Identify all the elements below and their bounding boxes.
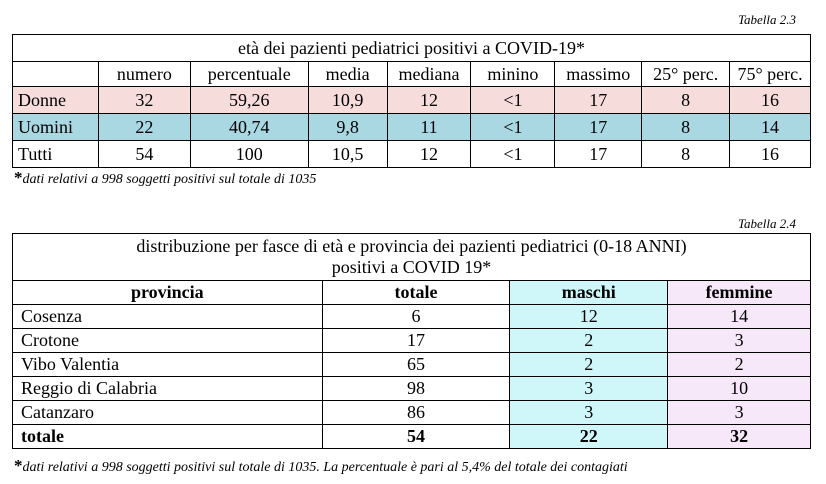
table-row [13,401,811,425]
age-table-title: età dei pazienti pediatrici positivi a COVID-19* [13,35,811,62]
footnote-star: * [14,168,23,187]
province-name: Cosenza [13,305,323,329]
table-row [13,329,811,353]
cell: 8 [642,87,730,114]
title-line-2: positivi a COVID 19* [331,257,492,277]
cell-femmine: 2 [668,353,811,377]
header-totale: totale [322,281,510,305]
total-row [13,425,811,449]
cell-totale: 98 [322,377,510,401]
total-totale: 54 [322,425,510,449]
cell: 16 [730,87,811,114]
province-table-title [13,234,811,281]
cell: 32 [98,87,190,114]
cell: <1 [471,141,555,168]
header-cell: minino [471,62,555,87]
header-cell: numero [98,62,190,87]
total-maschi: 22 [510,425,668,449]
cell-totale: 65 [322,353,510,377]
header-cell: percentuale [190,62,308,87]
cell: 10,9 [308,87,387,114]
row-label: Tutti [13,141,99,168]
table2-caption: Tabella 2.4 [737,216,796,231]
footnote-star: * [14,456,23,475]
table1-footnote [14,168,316,188]
province-name: Catanzaro [13,401,323,425]
header-maschi: maschi [510,281,668,305]
total-label: totale [13,425,323,449]
header-cell: media [308,62,387,87]
table2-footnote [14,456,628,476]
table-row [13,114,811,141]
cell: 12 [387,87,471,114]
cell-maschi: 12 [510,305,668,329]
cell-femmine: 3 [668,329,811,353]
cell: 9,8 [308,114,387,141]
cell-maschi: 2 [510,329,668,353]
footnote-text: dati relativi a 998 soggetti positivi sul totale di 1035 [22,172,317,187]
footnote-text: dati relativi a 998 soggetti positivi sul totale di 1035. La percentuale è pari al 5,4% del totale dei contagiati [22,460,628,475]
province-table-header [13,281,811,305]
cell: <1 [471,87,555,114]
province-name: Vibo Valentia [13,353,323,377]
row-label: Donne [13,87,99,114]
cell: 40,74 [190,114,308,141]
cell: 17 [555,87,642,114]
header-provincia: provincia [13,281,323,305]
cell: 14 [730,114,811,141]
cell: 22 [98,114,190,141]
cell-totale: 6 [322,305,510,329]
table-row [13,87,811,114]
row-label: Uomini [13,114,99,141]
province-name: Reggio di Calabria [13,377,323,401]
cell-totale: 17 [322,329,510,353]
header-cell: 75° perc. [730,62,811,87]
cell: 54 [98,141,190,168]
cell: 100 [190,141,308,168]
table-row [13,305,811,329]
cell-femmine: 10 [668,377,811,401]
header-cell [13,62,99,87]
cell: 12 [387,141,471,168]
table1-caption: Tabella 2.3 [737,12,796,27]
header-cell: mediana [387,62,471,87]
header-femmine: femmine [668,281,811,305]
header-cell: massimo [555,62,642,87]
age-table [12,34,811,168]
cell: 16 [730,141,811,168]
cell: 8 [642,114,730,141]
province-table [12,233,811,449]
cell: 8 [642,141,730,168]
table-row [13,141,811,168]
cell: 17 [555,141,642,168]
cell: 59,26 [190,87,308,114]
cell-femmine: 14 [668,305,811,329]
age-table-header [13,62,811,87]
total-femmine: 32 [668,425,811,449]
cell: 10,5 [308,141,387,168]
header-cell: 25° perc. [642,62,730,87]
province-name: Crotone [13,329,323,353]
cell-femmine: 3 [668,401,811,425]
cell-maschi: 3 [510,377,668,401]
title-line-1: distribuzione per fasce di età e provincia dei pazienti pediatrici (0-18 ANNI) [136,236,687,256]
cell: <1 [471,114,555,141]
cell: 17 [555,114,642,141]
table-row [13,353,811,377]
table-row [13,377,811,401]
cell-maschi: 3 [510,401,668,425]
cell: 11 [387,114,471,141]
cell-maschi: 2 [510,353,668,377]
cell-totale: 86 [322,401,510,425]
